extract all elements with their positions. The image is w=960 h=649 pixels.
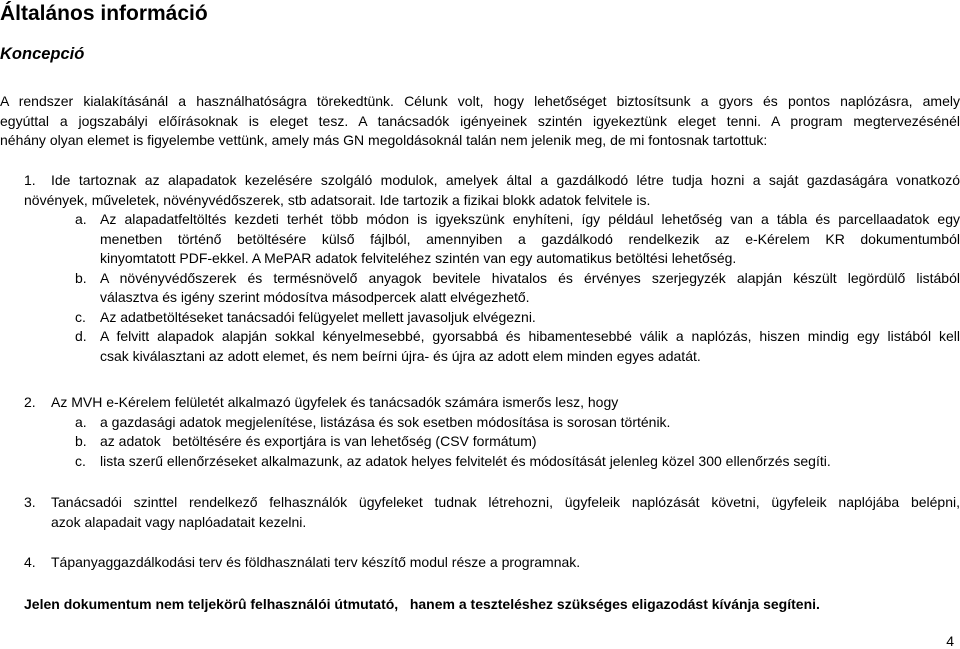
- list-line: Ide tartoznak az alapadatok kezelésére szolgáló modulok, amelyek által a gazdálkodó létre tudja hozni a saját gazdaságára vonatkozó: [51, 172, 960, 188]
- sub-item-c: [75, 452, 960, 472]
- sub-line: A növényvédőszerek és termésnövelő anyagok bevitele hivatalos és érvényes szerjegyzék alapján készült legördülő listából: [100, 269, 960, 286]
- sub-line: a gazdasági adatok megjelenítése, listázása és sok esetben módosítása is sorosan történik.: [100, 413, 671, 430]
- list-line: Az MVH e-Kérelem felületét alkalmazó ügyfelek és tanácsadók számára ismerős lesz, hogy: [51, 394, 619, 410]
- list-item-2: [0, 393, 960, 471]
- list-line: azok alapadait vagy naplóadatait kezelni.: [51, 513, 307, 530]
- list-line: Tanácsadói szinttel rendelkező felhasználók ügyfeleket tudnak létrehozni, ügyfeleik naplózását követni, ügyfeleik naplójába belépni,: [51, 494, 960, 510]
- sub-item-b: [75, 269, 960, 308]
- intro-line: egyúttal a jogszabályi előírásoknak is eleget tesz. A tanácsadók igényeinek szintén igyekeztünk eleget tenni. A program megtervezésénél: [0, 112, 960, 129]
- list-number: 2.: [24, 394, 36, 410]
- sub-letter: c.: [75, 308, 86, 325]
- intro-paragraph: [0, 92, 960, 151]
- list-line: növények, műveletek, növényvédőszerek, stb adatsorait. Ide tartozik a fizikai blokk adatok felvitele is.: [24, 191, 651, 208]
- sub-letter: a.: [75, 413, 87, 430]
- list-number: 1.: [24, 172, 36, 188]
- sub-line: csak kiválasztani az adott elemet, és nem beírni újra- és újra az adott elem minden egyes adatát.: [100, 347, 701, 364]
- sub-line: választva és igény szerint módosítva másodpercek alatt elvégezhető.: [100, 289, 530, 305]
- sub-item-a: [75, 210, 960, 269]
- sub-letter: a.: [75, 211, 87, 227]
- sub-item-c: [75, 308, 960, 328]
- list-number: 4.: [24, 554, 36, 570]
- sub-line: lista szerű ellenőrzéseket alkalmazunk, az adatok helyes felvitelét és módosítását jelenleg közel 300 ellenőrzés segíti.: [100, 452, 831, 469]
- page-number: 4: [946, 633, 954, 649]
- sub-item-a: [75, 413, 960, 433]
- sub-line: menetben történő betöltésére külső fájlból, amennyiben a gazdálkodó rendelkezik az e-Kérelem KR dokumentumból: [100, 230, 960, 247]
- sub-line: kinyomtatott PDF-ekkel. A MePAR adatok felviteléhez szintén van egy automatikus betöltési lehetőség.: [100, 250, 737, 266]
- sub-letter: b.: [75, 433, 87, 449]
- list-item-3: [0, 493, 960, 532]
- sub-letter: c.: [75, 452, 86, 469]
- list-number: 3.: [24, 494, 36, 510]
- sub-line: Az adatbetöltéseket tanácsadói felügyelet mellett javasoljuk elvégezni.: [100, 308, 536, 325]
- list-item-4: [0, 553, 960, 573]
- list-line: Tápanyaggazdálkodási terv és földhasználati terv készítő modul része a programnak.: [51, 554, 581, 570]
- list-item-1: [0, 171, 960, 366]
- sub-letter: b.: [75, 269, 87, 286]
- sub-line: A felvitt alapadok alapján sokkal kényelmesebbé, gyorsabbá és hibamentesebbé válik a naplózás, hiszen mindig egy listából kell: [100, 328, 960, 344]
- footer-note: Jelen dokumentum nem teljekörû felhasználói útmutató, hanem a teszteléshez szükséges eligazodást kívánja segíteni.: [24, 596, 820, 612]
- sub-item-b: [75, 432, 960, 452]
- section-heading: Koncepció: [0, 45, 85, 63]
- intro-line: A rendszer kialakításánál a használhatóságra törekedtünk. Célunk volt, hogy lehetőséget biztosítsunk a gyors és pontos naplózásra, amely: [0, 93, 960, 109]
- sub-item-d: [75, 327, 960, 366]
- page-title: Általános információ: [0, 2, 208, 25]
- sub-letter: d.: [75, 328, 87, 344]
- intro-line: néhány olyan elemet is figyelembe vettünk, amely más GN megoldásoknál talán nem jelenik meg, de mi fontosnak tartottuk:: [0, 132, 768, 148]
- sub-line: az adatok betöltésére és exportjára is van lehetőség (CSV formátum): [100, 433, 537, 449]
- sub-line: Az alapadatfeltöltés kezdeti terhét több módon is igyekszünk enyhíteni, így például lehetőség van a tábla és parcellaadatok egy: [100, 211, 960, 227]
